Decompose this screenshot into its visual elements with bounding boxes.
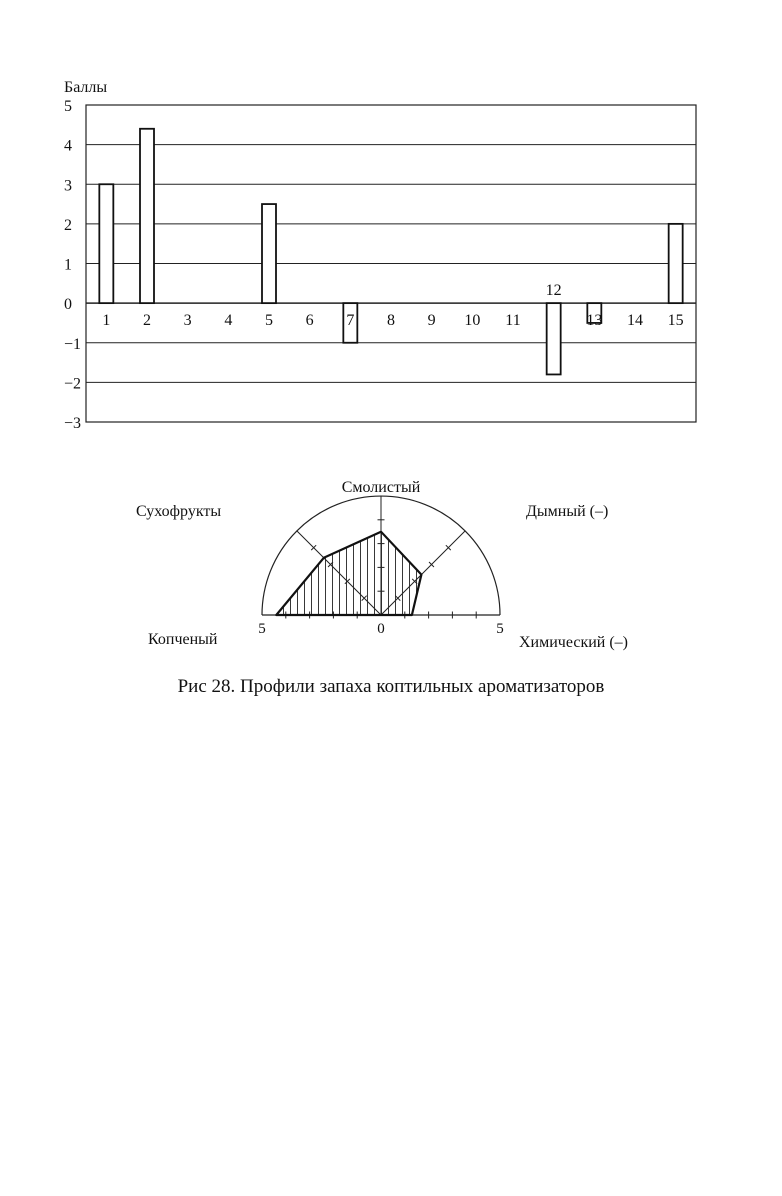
y-tick-label: −2 bbox=[64, 375, 82, 393]
y-tick-label: 5 bbox=[64, 98, 72, 115]
radar-polygon bbox=[276, 532, 421, 615]
category-label-10: 10 bbox=[464, 312, 481, 330]
y-axis-label: Баллы bbox=[64, 79, 108, 96]
radar-axis-label: Дымный (–) bbox=[526, 503, 609, 520]
category-label-4: 4 bbox=[224, 312, 233, 330]
y-tick-label: −1 bbox=[64, 335, 82, 353]
category-label-3: 3 bbox=[183, 312, 192, 330]
bar-2 bbox=[140, 129, 154, 303]
category-label-8: 8 bbox=[387, 312, 395, 330]
category-label-14: 14 bbox=[627, 312, 643, 330]
figure-caption: Рис 28. Профили запаха коптильных ароматизаторов bbox=[177, 676, 605, 697]
y-tick-label: 1 bbox=[64, 256, 72, 274]
y-tick-label: 0 bbox=[64, 296, 72, 314]
category-label-9: 9 bbox=[427, 312, 436, 330]
radar-scale-label: 5 bbox=[258, 621, 266, 637]
radar-axis-label: Смолистый bbox=[341, 479, 421, 496]
category-label-1: 1 bbox=[102, 312, 111, 330]
y-tick-label: 2 bbox=[64, 216, 72, 234]
y-tick-label: −3 bbox=[64, 415, 82, 432]
bar-12 bbox=[547, 303, 561, 374]
bar-5 bbox=[262, 204, 276, 303]
radar-chart bbox=[136, 479, 628, 651]
category-label-6: 6 bbox=[305, 312, 314, 330]
category-label-5: 5 bbox=[265, 312, 273, 330]
radar-axis-label: Химический (–) bbox=[519, 634, 629, 651]
radar-scale-label: 5 bbox=[496, 621, 504, 637]
bar-grid bbox=[86, 105, 696, 422]
category-label-12: 12 bbox=[545, 282, 562, 300]
radar-axis-label: Копченый bbox=[148, 631, 218, 648]
category-label-13: 13 bbox=[586, 312, 603, 330]
bar-chart bbox=[64, 79, 696, 432]
category-label-15: 15 bbox=[667, 312, 684, 330]
bar-1 bbox=[99, 184, 113, 303]
bar-15 bbox=[669, 224, 683, 303]
category-label-2: 2 bbox=[143, 312, 151, 330]
y-tick-label: 3 bbox=[64, 177, 72, 195]
radar-scale-label: 0 bbox=[377, 621, 385, 637]
radar-polygon-group bbox=[276, 532, 421, 615]
bars bbox=[99, 129, 682, 375]
y-tick-label: 4 bbox=[64, 137, 72, 155]
category-label-7: 7 bbox=[346, 312, 355, 330]
category-label-11: 11 bbox=[505, 312, 521, 330]
radar-axis-label: Сухофрукты bbox=[136, 503, 222, 520]
y-tick-labels bbox=[64, 98, 81, 432]
